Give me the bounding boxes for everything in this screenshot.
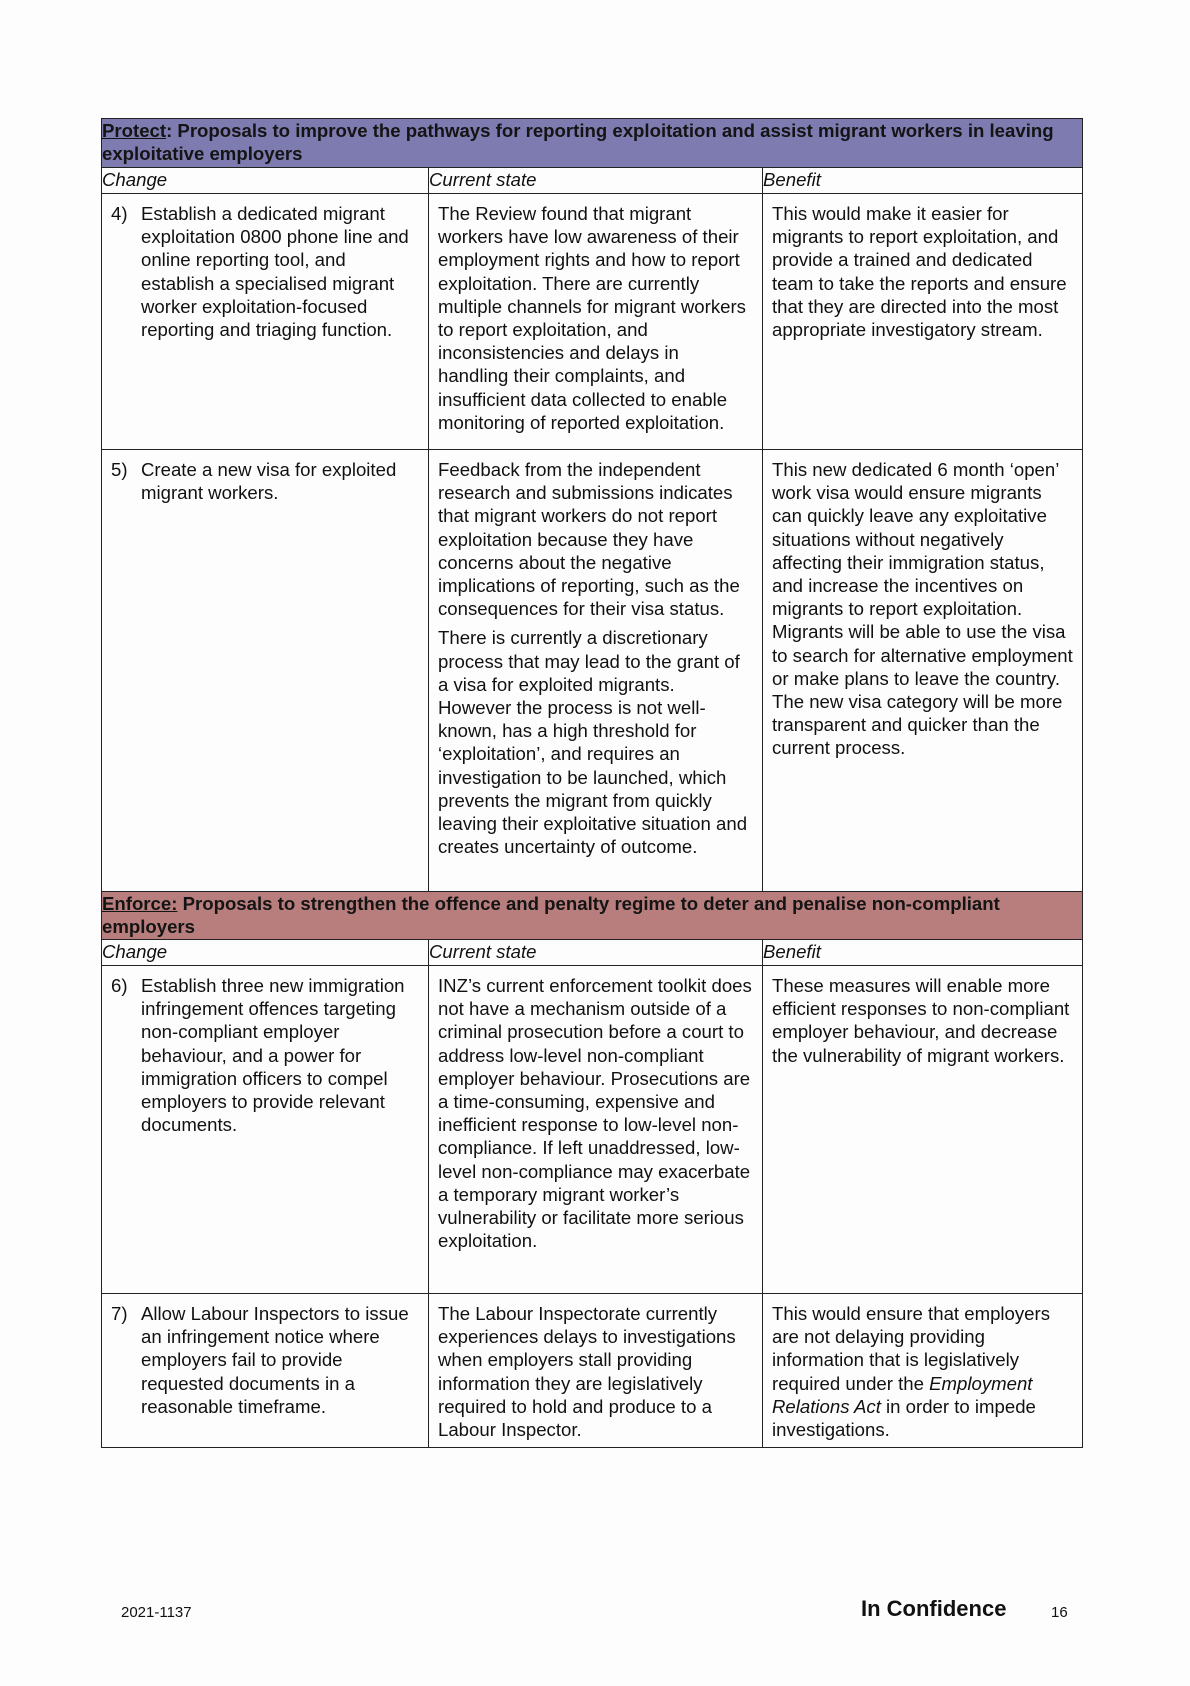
section-header-enforce bbox=[102, 892, 1083, 940]
row-number: 7) bbox=[111, 1303, 128, 1324]
section-header-protect bbox=[102, 119, 1083, 168]
change-text: Allow Labour Inspectors to issue an infringement notice where employers fail to provide requested documents in a reasonable timeframe. bbox=[141, 1303, 409, 1417]
section-title-protect: : Proposals to improve the pathways for reporting exploitation and assist migrant workers in leaving exploitative employers bbox=[102, 120, 1054, 165]
proposals-table bbox=[101, 118, 1083, 1448]
change-text: Establish three new immigration infringement offences targeting non-compliant employer behaviour, and a power for immigration officers to compel employers to provide relevant documents. bbox=[141, 975, 405, 1136]
table-row bbox=[102, 450, 1083, 892]
benefit-text: This would make it easier for migrants to report exploitation, and provide a trained and dedicated team to take the reports and ensure that they are directed into the most appropriate investigatory stream. bbox=[772, 203, 1067, 341]
column-header-current-state: Current state bbox=[429, 168, 763, 194]
row-number: 5) bbox=[111, 459, 128, 480]
table-row bbox=[102, 1294, 1083, 1448]
current-state-text: There is currently a discretionary process that may lead to the grant of a visa for exploited migrants. However the process is not well-known, has a high threshold for ‘exploitation’, and requires an investigation to be launched, which prevents the migrant from quickly leaving their exploitative situation and creates uncertainty of outcome. bbox=[438, 627, 748, 858]
column-header-change: Change bbox=[102, 940, 429, 966]
current-state-text: INZ’s current enforcement toolkit does not have a mechanism outside of a criminal prosecution before a court to address low-level non-compliant employer behaviour. Prosecutions are a time-consuming, expensive and inefficient response to low-level non-compliance. If left unaddressed, low-level non-compliance may exacerbate a temporary migrant worker’s vulnerability or facilitate more serious exploitation. bbox=[438, 975, 752, 1252]
benefit-text: This would ensure that employers are not delaying providing information that is legislatively required under the Employment Relations Act in order to impede investigations. bbox=[772, 1303, 1051, 1441]
classification-label: In Confidence bbox=[861, 1596, 1007, 1621]
section-key-enforce: Enforce: bbox=[102, 893, 178, 914]
benefit-text: This new dedicated 6 month ‘open’ work visa would ensure migrants can quickly leave any exploitative situations without negatively affecting their immigration status, and increase the incentives on migrants to report exploitation. Migrants will be able to use the visa to search for alternative employment or make plans to leave the country. The new visa category will be more transparent and quicker than the current process. bbox=[772, 459, 1073, 759]
column-header-benefit: Benefit bbox=[763, 940, 1083, 966]
row-number: 4) bbox=[111, 203, 128, 224]
change-text: Create a new visa for exploited migrant workers. bbox=[141, 459, 397, 504]
current-state-text: Feedback from the independent research and submissions indicates that migrant workers do not report exploitation because they have concerns about the negative implications of reporting, such as the consequences for their visa status. bbox=[438, 459, 740, 620]
section-key-protect: Protect bbox=[102, 120, 167, 141]
current-state-text: The Labour Inspectorate currently experiences delays to investigations when employers stall providing information they are legislatively required to hold and produce to a Labour Inspector. bbox=[438, 1303, 736, 1441]
table-row bbox=[102, 966, 1083, 1294]
current-state-text: The Review found that migrant workers have low awareness of their employment rights and how to report exploitation. There are currently multiple channels for migrant workers to report exploitation, and inconsistencies and delays in handling their complaints, and insufficient data collected to enable monitoring of reported exploitation. bbox=[438, 203, 746, 433]
act-name: Employment Relations Act bbox=[772, 1372, 1033, 1417]
document-reference: 2021-1137 bbox=[121, 1604, 192, 1621]
column-header-row bbox=[102, 940, 1083, 966]
column-header-change: Change bbox=[102, 168, 429, 194]
column-header-row bbox=[102, 168, 1083, 194]
row-number: 6) bbox=[111, 975, 128, 996]
column-header-current-state: Current state bbox=[429, 940, 763, 966]
table-row bbox=[102, 194, 1083, 450]
page-number: 16 bbox=[1051, 1604, 1068, 1621]
benefit-text: These measures will enable more efficient responses to non-compliant employer behaviour, and decrease the vulnerability of migrant workers. bbox=[772, 975, 1070, 1066]
section-title-enforce: Proposals to strengthen the offence and penalty regime to deter and penalise non-compliant employers bbox=[102, 893, 1000, 938]
change-text: Establish a dedicated migrant exploitation 0800 phone line and online reporting tool, and establish a specialised migrant worker exploitation-focused reporting and triaging function. bbox=[141, 203, 409, 341]
column-header-benefit: Benefit bbox=[763, 168, 1083, 194]
